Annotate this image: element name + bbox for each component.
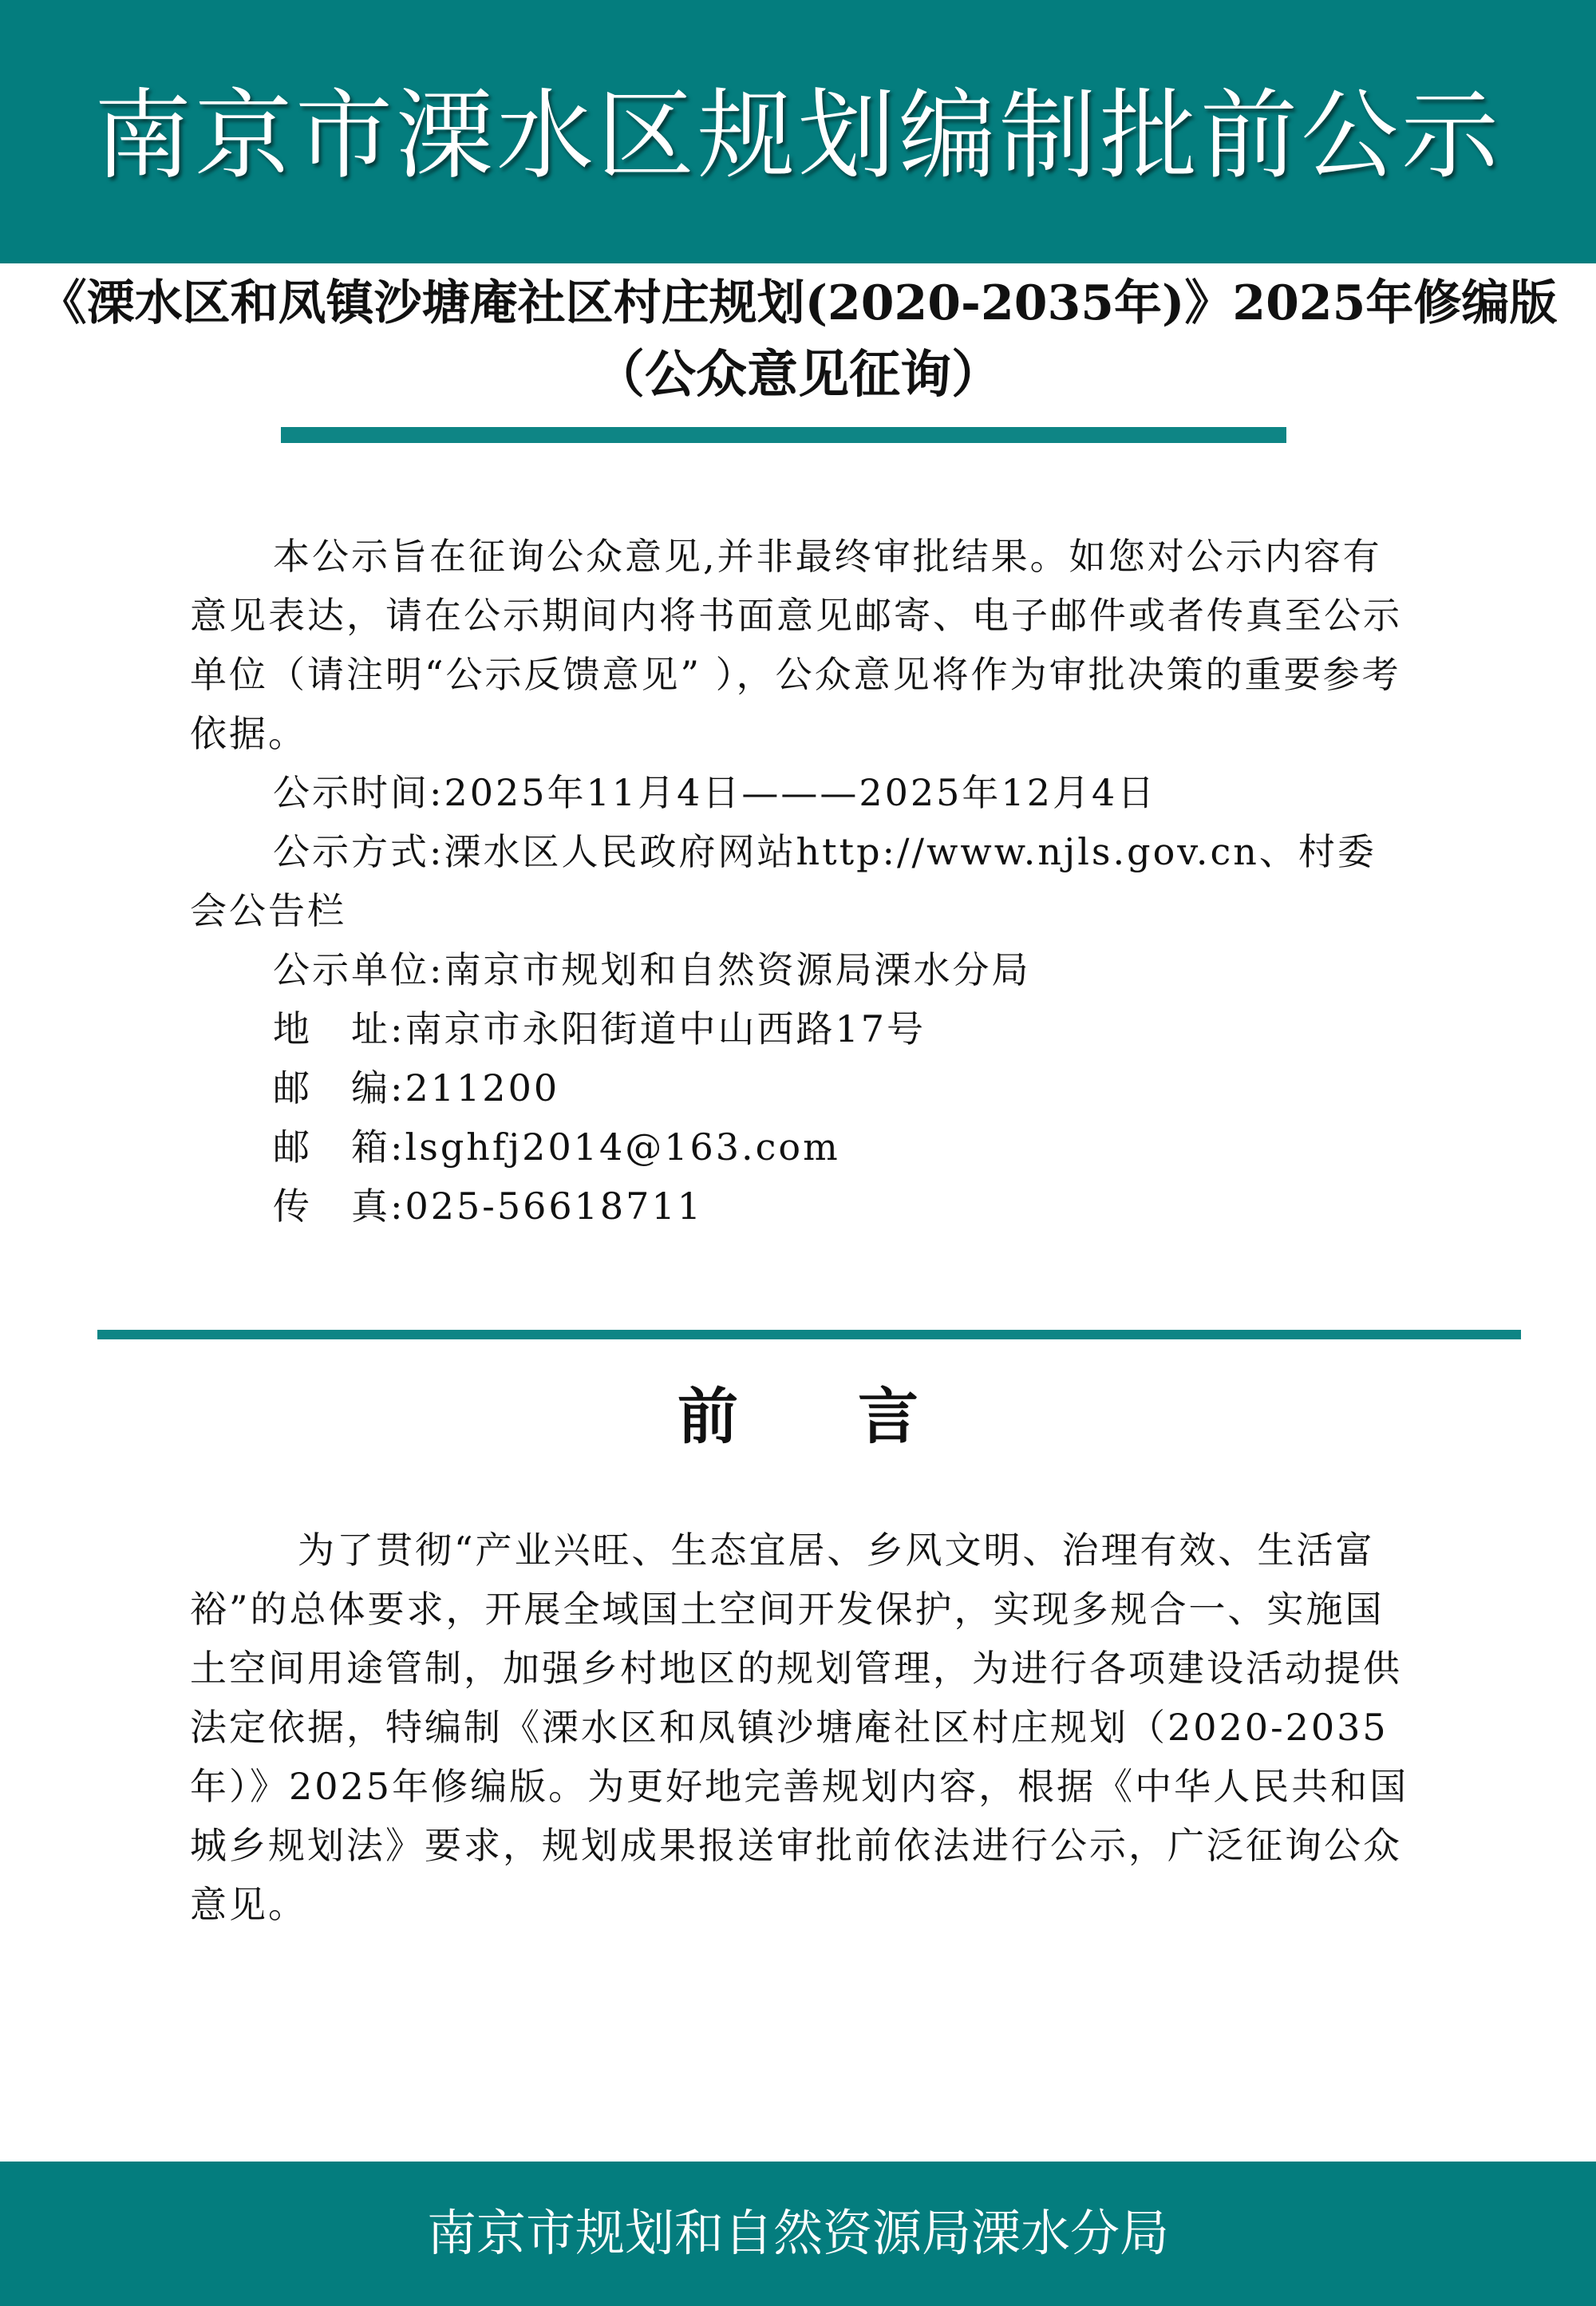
title-divider [281,427,1286,443]
notice-postcode: 邮 编:211200 [273,1066,560,1109]
footer-organization: 南京市规划和自然资源局溧水分局 [426,2204,1169,2262]
notice-email: 邮 箱:lsghfj2014@163.com [273,1125,840,1169]
notice-address: 地 址:南京市永阳街道中山西路17号 [273,1007,926,1050]
notice-intro: 本公示旨在征询公众意见,并非最终审批结果。如您对公示内容有意见表达，请在公示期间内将书面意见邮寄、电子邮件或者传真至公示单位（请注明“公示反馈意见” ），公众意见将作为审批决策的重要参考依据。 [190,535,1402,755]
document-title: 《溧水区和凤镇沙塘庵社区村庄规划(2020-2035年)》2025年修编版 [38,275,1558,331]
notice-fax: 传 真:025-56618711 [273,1185,703,1228]
page-title: 南京市溧水区规划编制批前公示 [94,79,1502,192]
section-divider [97,1330,1521,1339]
preface-body: 为了贯彻“产业兴旺、生态宜居、乡风文明、治理有效、生活富裕”的总体要求，开展全域国土空间开发保护，实现多规合一、实施国土空间用途管制，加强乡村地区的规划管理，为进行各项建设活动提供法定依据，特编制《溧水区和凤镇沙塘庵社区村庄规划（2020-2035年）》2025年修编版。为更好地完善规划内容，根据《中华人民共和国城乡规划法》要求，规划成果报送审批前依法进行公示，广泛征询公众意见。 [190,1529,1409,1926]
notice-section [190,527,1411,1236]
notice-unit: 公示单位:南京市规划和自然资源局溧水分局 [273,948,1031,991]
preface-heading: 前言 [678,1381,1038,1452]
notice-method: 公示方式:溧水区人民政府网站http://www.njls.gov.cn、村委会公告栏 [190,830,1377,932]
document-subtitle: （公众意见征询） [594,345,1002,405]
notice-period: 公示时间:2025年11月4日———2025年12月4日 [273,771,1157,814]
